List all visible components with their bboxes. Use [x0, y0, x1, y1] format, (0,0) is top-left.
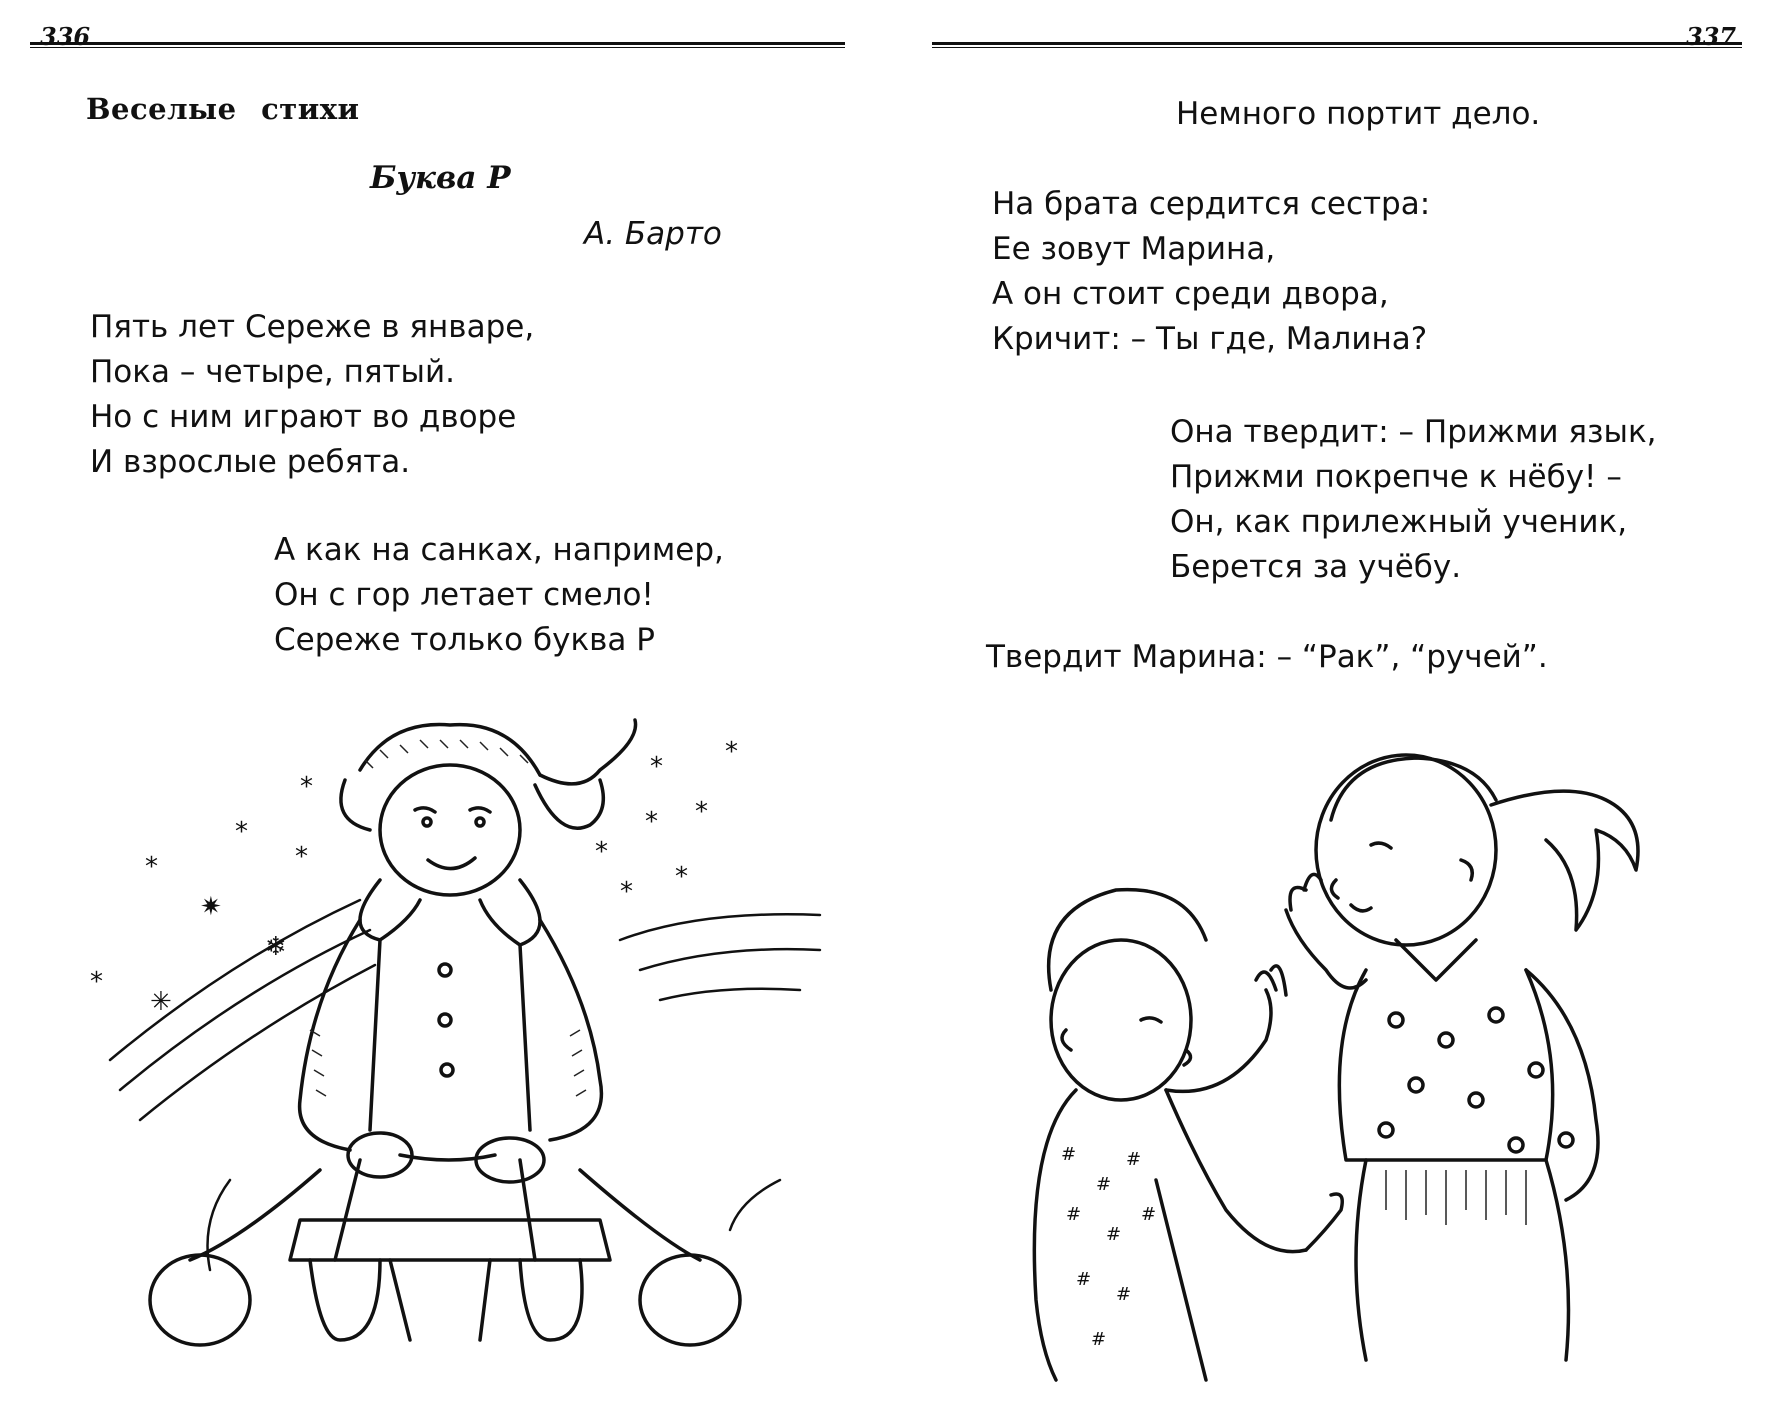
poem-line: Пока – четыре, пятый. — [90, 354, 456, 390]
svg-text:*: * — [300, 772, 313, 802]
boy-on-sled-illustration — [80, 700, 840, 1380]
svg-text:*: * — [90, 967, 103, 997]
svg-text:*: * — [650, 752, 663, 782]
svg-text:#: # — [1091, 1329, 1107, 1350]
svg-text:*: * — [295, 842, 308, 872]
poem-line: Сереже только буква Р — [274, 622, 655, 658]
page-number-right: 337 — [1686, 22, 1737, 51]
poem-line: Он, как прилежный ученик, — [1170, 504, 1628, 540]
svg-text:*: * — [595, 837, 608, 867]
svg-text:#: # — [1076, 1269, 1092, 1290]
svg-text:✳: ✳ — [150, 987, 172, 1017]
poem-line: И взрослые ребята. — [90, 444, 411, 480]
svg-text:❄: ❄ — [265, 932, 287, 962]
header-rule-right — [932, 42, 1742, 48]
poem-line: Она твердит: – Прижми язык, — [1170, 414, 1657, 450]
svg-text:#: # — [1066, 1204, 1082, 1225]
svg-text:*: * — [645, 807, 658, 837]
poem-line: Ее зовут Марина, — [992, 231, 1276, 267]
poem-last-line — [986, 635, 1548, 680]
poem-title: Буква Р — [370, 160, 511, 196]
poem-line: На брата сердится сестра: — [992, 186, 1431, 222]
section-title: Веселые стихи — [86, 92, 360, 126]
poem-line: Берется за учёбу. — [1170, 549, 1462, 585]
svg-text:#: # — [1061, 1144, 1077, 1165]
svg-text:#: # — [1116, 1284, 1132, 1305]
svg-text:#: # — [1141, 1204, 1157, 1225]
poem-line: Пять лет Сереже в январе, — [90, 309, 535, 345]
svg-text:#: # — [1106, 1224, 1122, 1245]
poem-line: Немного портит дело. — [1176, 96, 1541, 132]
svg-text:✷: ✷ — [200, 892, 222, 922]
svg-text:*: * — [235, 817, 248, 847]
svg-text:#: # — [1096, 1174, 1112, 1195]
svg-text:*: * — [695, 797, 708, 827]
children-illustration — [966, 740, 1746, 1390]
poem-line: Твердит Марина: – “Рак”, “ручей”. — [986, 639, 1548, 675]
poem-line: Кричит: – Ты где, Малина? — [992, 321, 1428, 357]
poem-stanza-2 — [274, 528, 724, 663]
poem-line: Он с гор летает смело! — [274, 577, 654, 613]
poem-line: А он стоит среди двора, — [992, 276, 1389, 312]
poem-line: Прижми покрепче к нёбу! – — [1170, 459, 1622, 495]
svg-text:*: * — [145, 852, 158, 882]
poem-stanza-4 — [1170, 410, 1657, 590]
poem-stanza-1 — [90, 305, 534, 485]
poem-author: А. Барто — [584, 216, 722, 252]
poem-line: А как на санках, например, — [274, 532, 724, 568]
right-page — [896, 0, 1792, 1403]
poem-stanza-3 — [992, 182, 1430, 362]
svg-text:*: * — [675, 862, 688, 892]
header-rule-left — [30, 42, 845, 48]
page-number-left: 336 — [40, 22, 91, 51]
poem-line: Но с ним играют во дворе — [90, 399, 517, 435]
svg-text:*: * — [620, 877, 633, 907]
svg-text:*: * — [725, 737, 738, 767]
poem-continuation-line — [1176, 92, 1540, 137]
svg-text:#: # — [1126, 1149, 1142, 1170]
